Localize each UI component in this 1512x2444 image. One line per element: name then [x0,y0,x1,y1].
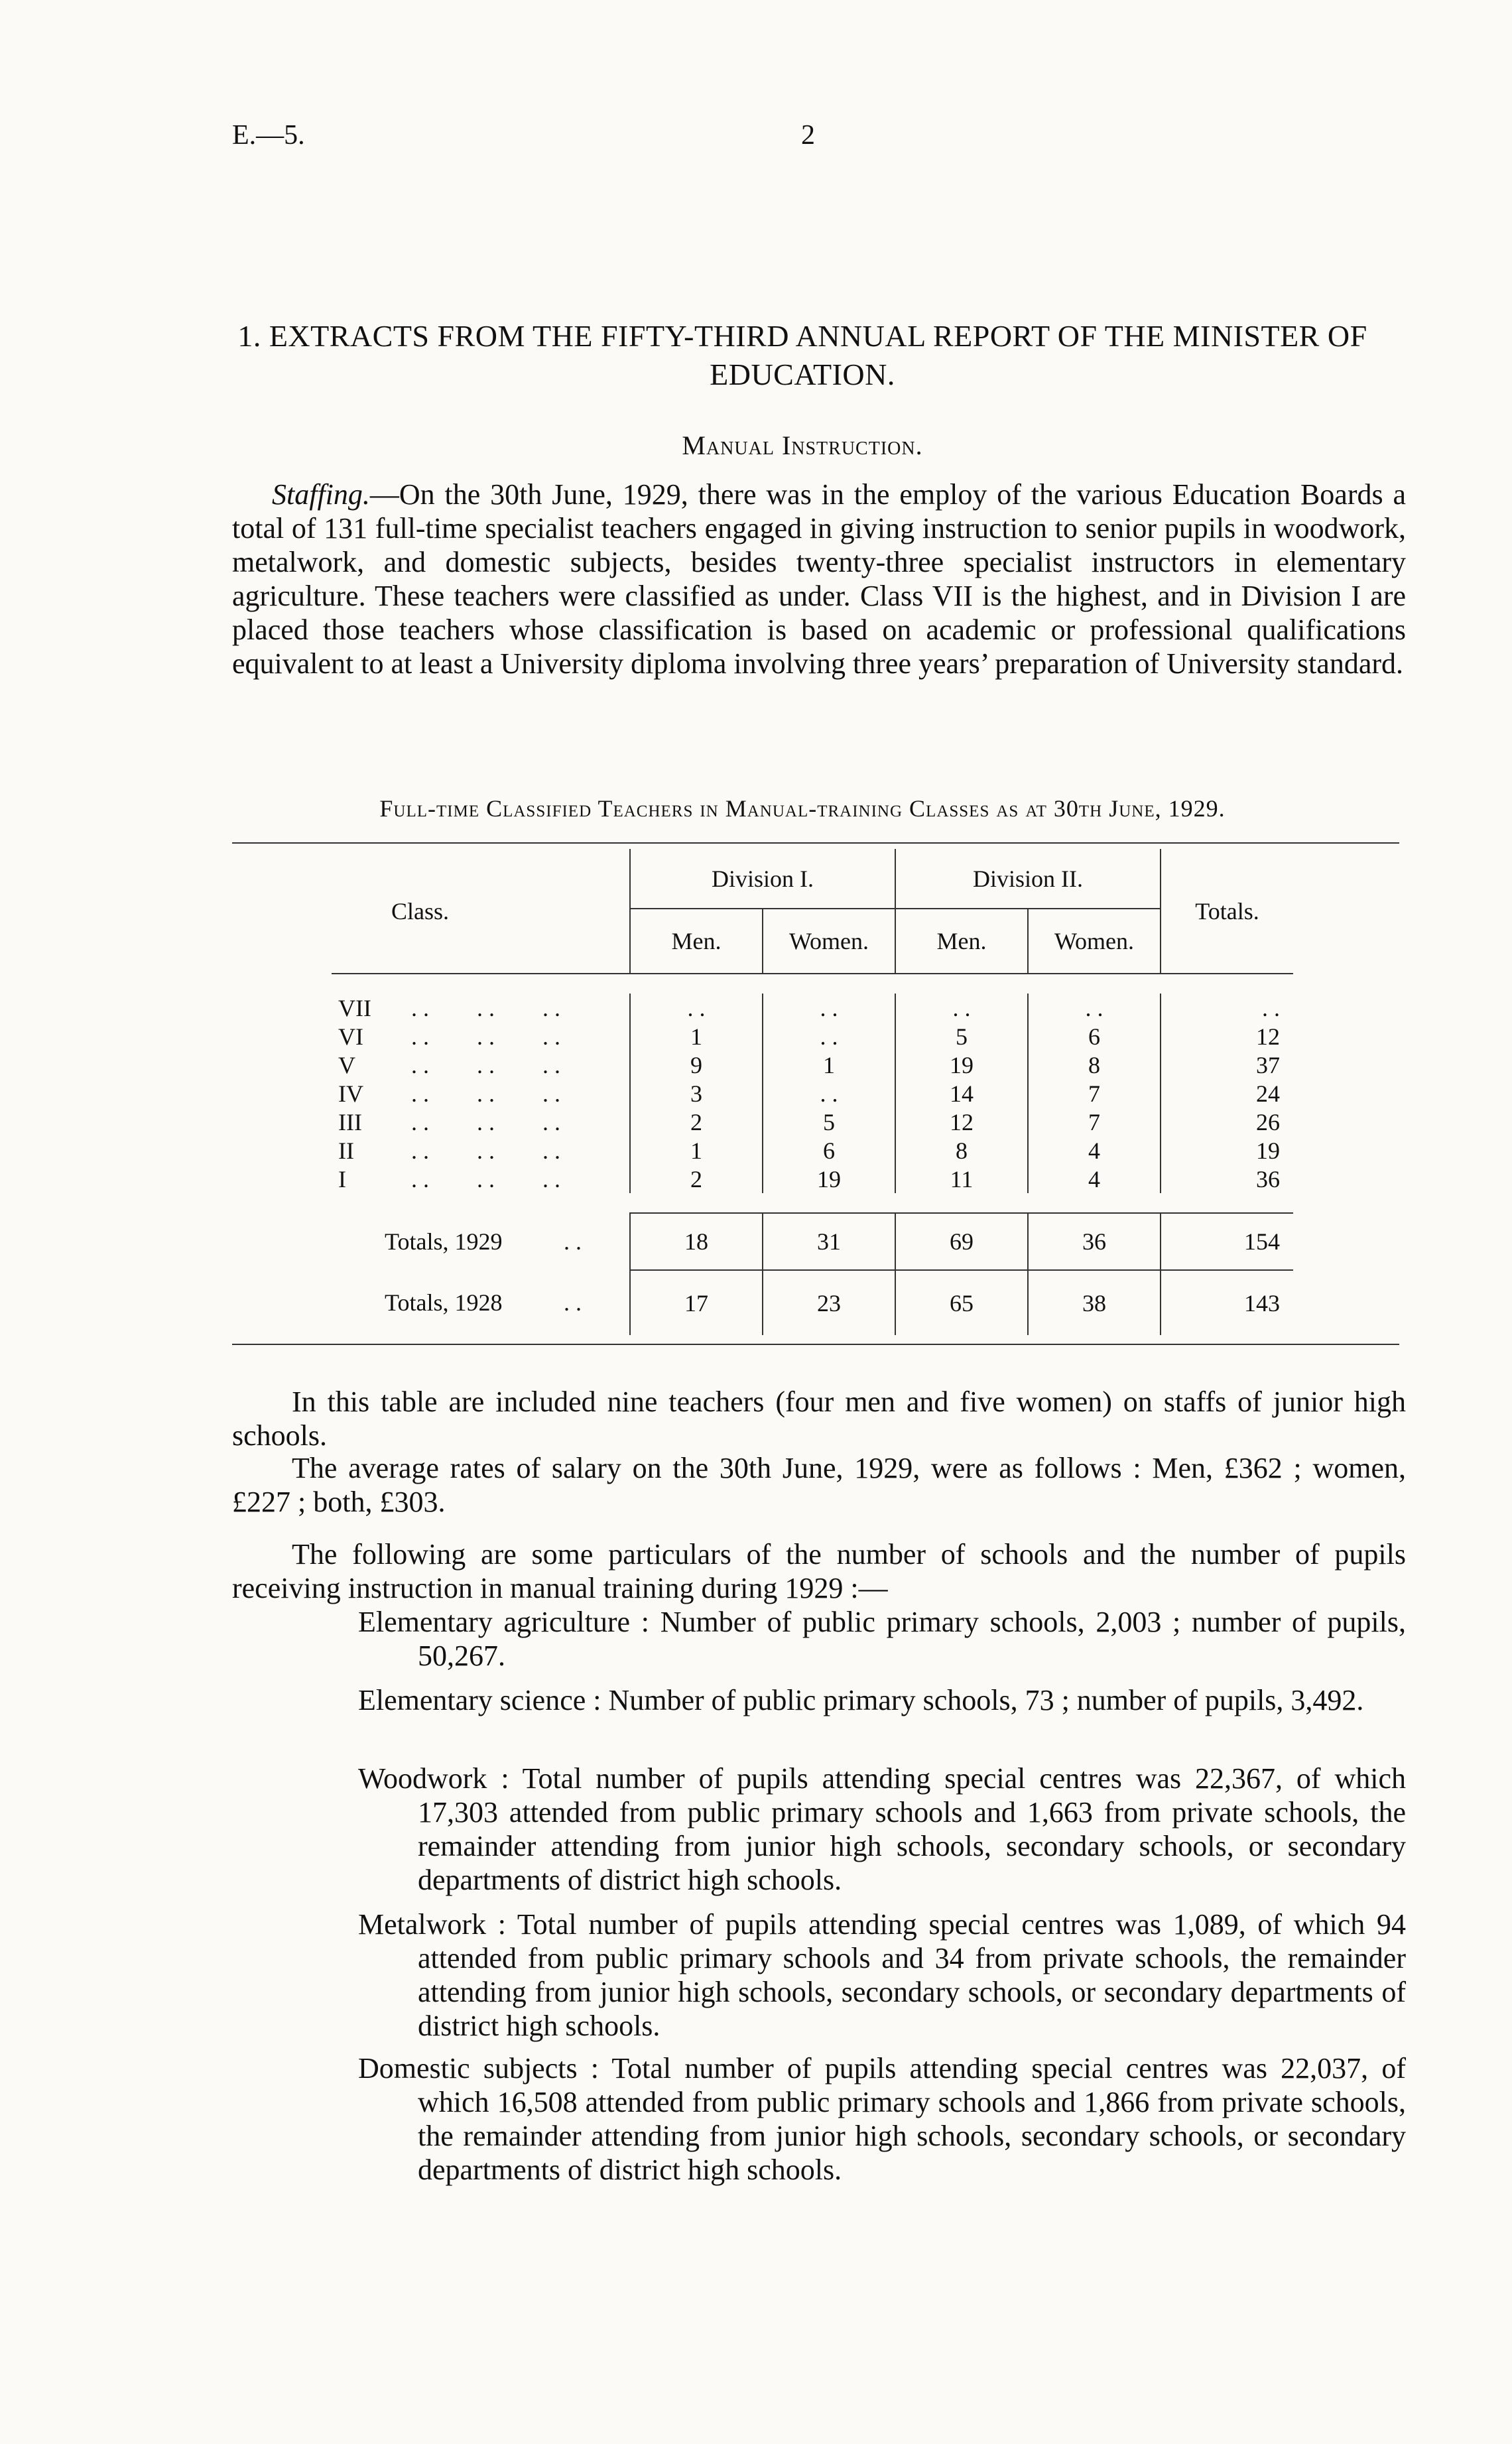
table-caption: Full-time Classified Teachers in Manual-training Classes as at 30th June, 1929. [379,795,1226,822]
cell-d1-men: . . [630,994,763,1022]
cell-total: . . [1161,994,1293,1022]
cell-d2-women: 6 [1028,1022,1161,1051]
table-row [332,1022,1293,1051]
row-label: VI [338,1023,363,1050]
cell-d2-men: 69 [895,1213,1028,1270]
cell-d1-women: . . [763,1022,895,1051]
staffing-lead: Staffing. [272,478,370,511]
cell-d1-men: 3 [630,1079,763,1108]
cell-d2-men: 5 [895,1022,1028,1051]
cell-d1-women: 23 [763,1270,895,1335]
totals-row-1929 [332,1213,1293,1270]
cell-d2-women: 4 [1028,1165,1161,1193]
column-header-class: Class. [391,897,450,925]
cell-d1-men: 1 [630,1136,763,1165]
cell-d2-women: 7 [1028,1108,1161,1136]
leader-dots: . . . . . . [411,1080,560,1107]
column-header-d1-men: Men. [630,909,763,974]
column-header-division-2: Division II. [895,849,1161,909]
list-item-metalwork: Metalwork : Total number of pupils attending special centres was 1,089, of which 94 attended from public primary schools and 34 from private schools, the remainder attending from junior high schools, secondary schools, or secondary departments of district high schools. [358,1908,1406,2042]
column-header-d2-women: Women. [1028,909,1161,974]
list-item-domestic: Domestic subjects : Total number of pupils attending special centres was 22,037, of which 16,508 attended from public primary schools and 1,866 from private schools, the remainder attending from junior high schools, secondary schools, or secondary departments of district high schools. [358,2052,1406,2186]
cell-d1-men: 9 [630,1051,763,1079]
cell-d2-women: 36 [1028,1213,1161,1270]
cell-d2-men: 19 [895,1051,1028,1079]
cell-d1-women: 6 [763,1136,895,1165]
page-number: 2 [801,120,815,151]
teachers-table [332,849,1293,1335]
table-row [332,994,1293,1022]
table-row [332,1136,1293,1165]
column-header-totals: Totals. [1161,849,1293,974]
totals-row-1928 [332,1270,1293,1335]
cell-d1-men: 2 [630,1165,763,1193]
cell-d1-women: . . [763,1079,895,1108]
included-teachers-paragraph: In this table are included nine teachers (four men and five women) on staffs of junior high schools. [232,1385,1406,1452]
particulars-paragraph: The following are some particulars of the number of schools and the number of pupils receiving instruction in manual training during 1929 :— [232,1538,1406,1604]
cell-d2-women: . . [1028,994,1161,1022]
cell-d2-men: 14 [895,1079,1028,1108]
staffing-paragraph [232,478,1406,680]
leader-dots: . . [564,1228,582,1255]
cell-d2-women: 7 [1028,1079,1161,1108]
report-title: 1. EXTRACTS FROM THE FIFTY-THIRD ANNUAL REPORT OF THE MINISTER OF EDUCATION. [237,319,1367,391]
cell-total: 12 [1161,1022,1293,1051]
column-header-d1-women: Women. [763,909,895,974]
cell-d2-men: . . [895,994,1028,1022]
table-row [332,1108,1293,1136]
leader-dots: . . . . . . [411,1051,560,1078]
document-reference: E.—5. [232,120,305,151]
leader-dots: . . . . . . [411,1137,560,1164]
cell-d2-men: 8 [895,1136,1028,1165]
row-label: II [338,1137,354,1164]
cell-total: 154 [1161,1213,1293,1270]
salary-paragraph: The average rates of salary on the 30th June, 1929, were as follows : Men, £362 ; women, £227 ; both, £303. [232,1452,1406,1518]
table-top-rule [232,842,1399,844]
cell-d1-men: 17 [630,1270,763,1335]
staffing-text: —On the 30th June, 1929, there was in the employ of the various Education Boards a total of 131 full-time specialist teachers engaged in giving instruction to senior pupils in woodwork, metalwork, and domestic subjects, besides twenty-three specialist instructors in elementary agriculture. These teachers were classified as under. Class VII is the highest, and in Division I are placed those teachers whose classification is based on academic or professional qualifications equivalent to at least a University diploma involving three years’ preparation of University standard. [232,478,1406,680]
cell-d1-women: 31 [763,1213,895,1270]
table-row [332,1079,1293,1108]
cell-total: 26 [1161,1108,1293,1136]
table-bottom-rule [232,1344,1399,1345]
list-item-agriculture: Elementary agriculture : Number of public primary schools, 2,003 ; number of pupils, 50,267. [358,1606,1406,1672]
cell-d1-women: 19 [763,1165,895,1193]
row-label: IV [338,1080,363,1107]
leader-dots: . . . . . . [411,1108,560,1135]
column-header-division-1: Division I. [630,849,895,909]
cell-total: 37 [1161,1051,1293,1079]
row-label: V [338,1051,355,1078]
cell-d1-men: 2 [630,1108,763,1136]
cell-d1-women: 1 [763,1051,895,1079]
table-row [332,1165,1293,1193]
leader-dots: . . [564,1289,582,1316]
cell-d2-women: 8 [1028,1051,1161,1079]
cell-d2-women: 38 [1028,1270,1161,1335]
row-label: Totals, 1929 [385,1228,503,1255]
row-label: I [338,1165,346,1192]
cell-d2-men: 11 [895,1165,1028,1193]
leader-dots: . . . . . . [411,1165,560,1192]
cell-d1-women: . . [763,994,895,1022]
cell-total: 143 [1161,1270,1293,1335]
row-label: Totals, 1928 [385,1289,503,1316]
section-heading: Manual Instruction. [682,430,923,460]
cell-d2-men: 12 [895,1108,1028,1136]
cell-d1-men: 1 [630,1022,763,1051]
table-row [332,1051,1293,1079]
leader-dots: . . . . . . [411,1023,560,1050]
cell-d2-men: 65 [895,1270,1028,1335]
cell-d1-men: 18 [630,1213,763,1270]
cell-d1-women: 5 [763,1108,895,1136]
cell-total: 24 [1161,1079,1293,1108]
row-label: III [338,1108,362,1135]
leader-dots: . . . . . . [411,994,560,1021]
list-item-woodwork: Woodwork : Total number of pupils attending special centres was 22,367, of which 17,303 attended from public primary schools and 1,663 from private schools, the remainder attending from junior high schools, secondary schools, or secondary departments of district high schools. [358,1762,1406,1896]
cell-total: 19 [1161,1136,1293,1165]
column-header-d2-men: Men. [895,909,1028,974]
list-item-science: Elementary science : Number of public primary schools, 73 ; number of pupils, 3,492. [358,1684,1364,1716]
cell-d2-women: 4 [1028,1136,1161,1165]
cell-total: 36 [1161,1165,1293,1193]
row-label: VII [338,994,371,1021]
